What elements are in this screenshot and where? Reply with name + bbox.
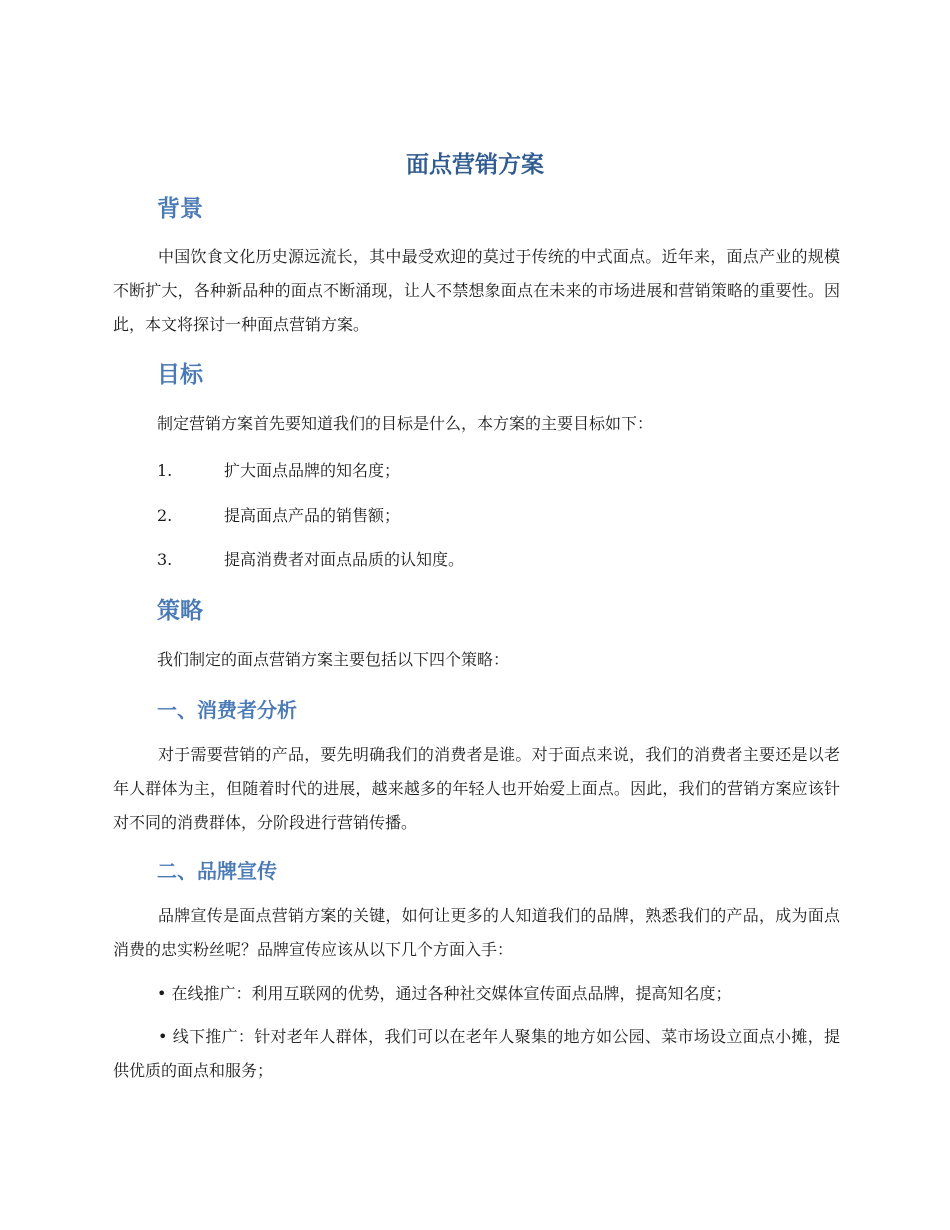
heading-brand-promotion: 二、品牌宣传 bbox=[157, 859, 277, 883]
heading-strategy: 策略 bbox=[157, 598, 203, 624]
list-number: 3. bbox=[157, 550, 173, 569]
paragraph-goals-intro: 制定营销方案首先要知道我们的目标是什么，本方案的主要目标如下： bbox=[157, 414, 654, 433]
paragraph-brand-promotion: 品牌宣传是面点营销方案的关键，如何让更多的人知道我们的品牌，熟悉我们的产品，成为面点消费的忠实粉丝呢？品牌宣传应该从以下几个方面入手： bbox=[113, 906, 840, 959]
heading-goals: 目标 bbox=[157, 362, 203, 388]
paragraph-strategy-intro: 我们制定的面点营销方案主要包括以下四个策略： bbox=[157, 650, 510, 669]
heading-background: 背景 bbox=[157, 196, 203, 222]
list-number: 1. bbox=[157, 461, 173, 480]
list-text: 提高消费者对面点品质的认知度。 bbox=[224, 550, 465, 569]
list-number: 2. bbox=[157, 506, 173, 525]
list-text: 扩大面点品牌的知名度； bbox=[224, 461, 401, 480]
document-title: 面点营销方案 bbox=[406, 152, 544, 178]
list-text: 提高面点产品的销售额； bbox=[224, 506, 401, 525]
bullet-offline-promotion: • 线下推广：针对老年人群体，我们可以在老年人聚集的地方如公园、菜市场设立面点小摊，提供优质的面点和服务； bbox=[113, 1027, 840, 1080]
heading-consumer-analysis: 一、消费者分析 bbox=[157, 698, 297, 722]
paragraph-background: 中国饮食文化历史源远流长，其中最受欢迎的莫过于传统的中式面点。近年来，面点产业的规模不断扩大，各种新品种的面点不断涌现，让人不禁想象面点在未来的市场进展和营销策略的重要性。因此，本文将探讨一种面点营销方案。 bbox=[113, 247, 840, 334]
bullet-online-promotion: • 在线推广：利用互联网的优势，通过各种社交媒体宣传面点品牌，提高知名度； bbox=[157, 984, 732, 1003]
paragraph-consumer-analysis: 对于需要营销的产品，要先明确我们的消费者是谁。对于面点来说，我们的消费者主要还是以老年人群体为主，但随着时代的进展，越来越多的年轻人也开始爱上面点。因此，我们的营销方案应该针对不同的消费群体，分阶段进行营销传播。 bbox=[113, 745, 840, 832]
